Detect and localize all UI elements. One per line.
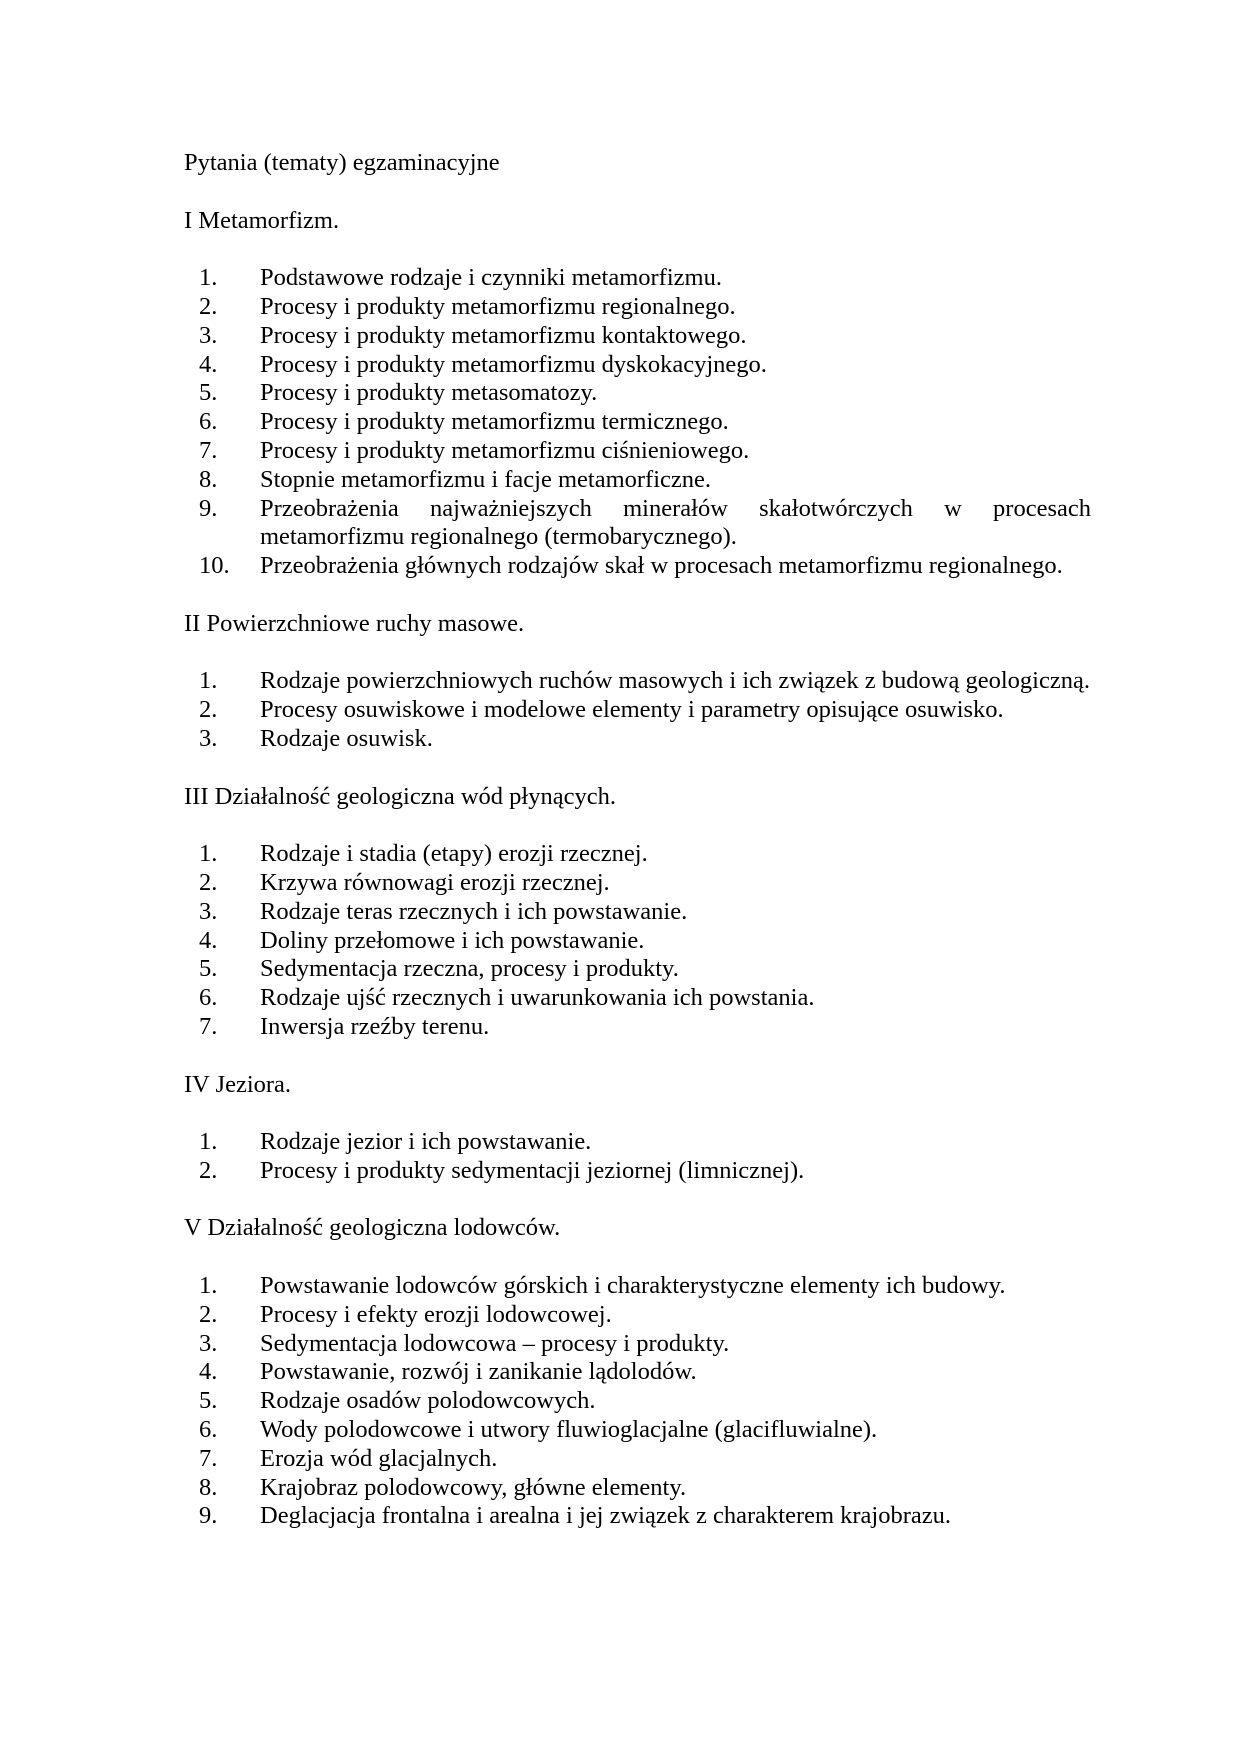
question-list [184,1128,1091,1186]
list-item [184,725,1091,754]
list-item-text: Rodzaje i stadia (etapy) erozji rzecznej. [260,840,648,868]
list-item-text: Krajobraz polodowcowy, główne elementy. [260,1473,687,1501]
list-item-text: Doliny przełomowe i ich powstawanie. [260,926,645,954]
list-item-number: 7. [199,1444,218,1472]
list-item [184,351,1091,380]
list-item-number: 6. [199,984,218,1012]
list-item [184,466,1091,495]
list-item-number: 1. [199,840,218,868]
list-item-number: 1. [199,264,218,292]
list-item-text: Rodzaje jezior i ich powstawanie. [260,1128,592,1156]
list-item-text: Krzywa równowagi erozji rzecznej. [260,868,610,896]
list-item-text: Sedymentacja rzeczna, procesy i produkty. [260,955,679,983]
list-item [184,379,1091,408]
list-item [184,1474,1091,1503]
list-item-text: Rodzaje osuwisk. [260,724,433,752]
list-item-number: 2. [199,1300,218,1328]
section-heading: III Działalność geologiczna wód płynących. [184,782,616,810]
list-item-number: 3. [199,724,218,752]
list-item-number: 4. [199,350,218,378]
list-item [184,293,1091,322]
list-item [184,696,1091,725]
list-item [184,495,1091,553]
list-item-text: Stopnie metamorfizmu i facje metamorficzne. [260,465,712,493]
list-item [184,1445,1091,1474]
list-item-number: 3. [199,1329,218,1357]
question-list [184,1272,1091,1531]
list-item [184,1272,1091,1301]
list-item [184,1157,1091,1186]
list-item-number: 9. [199,494,218,522]
list-item-text: Erozja wód glacjalnych. [260,1444,498,1472]
list-item-number: 4. [199,926,218,954]
list-item [184,840,1091,869]
list-item-text: Procesy i produkty metasomatozy. [260,379,598,407]
list-item-number: 2. [199,696,218,724]
list-item-number: 5. [199,955,218,983]
list-item [184,955,1091,984]
list-item-text: Przeobrażenia najważniejszych minerałów skałotwórczych w procesach metamorfizmu regionalnego (termobarycznego). [260,494,1091,551]
list-item [184,984,1091,1013]
list-item [184,1387,1091,1416]
list-item-text: Deglacjacja frontalna i arealna i jej związek z charakterem krajobrazu. [260,1502,952,1530]
question-list [184,667,1091,753]
list-item-text: Procesy i produkty sedymentacji jeziornej (limnicznej). [260,1156,805,1184]
section-heading: I Metamorfizm. [184,206,340,234]
list-item-text: Procesy i produkty metamorfizmu termicznego. [260,408,729,436]
list-item [184,1013,1091,1042]
list-item-text: Procesy i efekty erozji lodowcowej. [260,1300,612,1328]
list-item [184,927,1091,956]
list-item-number: 6. [199,408,218,436]
section-heading: IV Jeziora. [184,1070,292,1098]
list-item-text: Procesy i produkty metamorfizmu regionalnego. [260,292,736,320]
list-item-number: 7. [199,436,218,464]
list-item-text: Powstawanie, rozwój i zanikanie lądolodów. [260,1358,697,1386]
list-item-number: 1. [199,1272,218,1300]
list-item [184,552,1091,581]
list-item [184,1502,1091,1531]
question-list [184,264,1091,581]
list-item-number: 5. [199,1387,218,1415]
list-item-text: Rodzaje osadów polodowcowych. [260,1387,596,1415]
list-item [184,667,1091,696]
section-heading: II Powierzchniowe ruchy masowe. [184,609,525,637]
list-item-number: 2. [199,868,218,896]
list-item-text: Przeobrażenia głównych rodzajów skał w procesach metamorfizmu regionalnego. [260,552,1063,580]
list-item-text: Inwersja rzeźby terenu. [260,1012,490,1040]
list-item [184,437,1091,466]
list-item-number: 5. [199,379,218,407]
list-item-text: Procesy i produkty metamorfizmu ciśnieniowego. [260,436,750,464]
list-item [184,1301,1091,1330]
list-item-text: Sedymentacja lodowcowa – procesy i produkty. [260,1329,730,1357]
list-item-number: 9. [199,1502,218,1530]
list-item-text: Rodzaje ujść rzecznych i uwarunkowania ich powstania. [260,984,815,1012]
document-title: Pytania (tematy) egzaminacyjne [184,149,500,176]
list-item-text: Podstawowe rodzaje i czynniki metamorfizmu. [260,264,722,292]
list-item-number: 3. [199,897,218,925]
list-item [184,1128,1091,1157]
list-item [184,322,1091,351]
document-page [184,149,1091,1560]
list-item-number: 2. [199,1156,218,1184]
list-item-number: 3. [199,321,218,349]
list-item-number: 1. [199,1128,218,1156]
list-item [184,1358,1091,1387]
sections [184,207,1091,1532]
section-heading: V Działalność geologiczna lodowców. [184,1214,561,1242]
list-item-text: Procesy osuwiskowe i modelowe elementy i parametry opisujące osuwisko. [260,696,1004,724]
list-item [184,1330,1091,1359]
list-item-text: Procesy i produkty metamorfizmu dyskokacyjnego. [260,350,767,378]
list-item-text: Rodzaje powierzchniowych ruchów masowych i ich związek z budową geologiczną. [260,667,1090,695]
list-item-number: 8. [199,1473,218,1501]
list-item-number: 1. [199,667,218,695]
list-item-text: Procesy i produkty metamorfizmu kontaktowego. [260,321,747,349]
list-item [184,869,1091,898]
list-item [184,408,1091,437]
list-item-text: Wody polodowcowe i utwory fluwioglacjalne (glacifluwialne). [260,1416,878,1444]
list-item [184,1416,1091,1445]
list-item-number: 7. [199,1012,218,1040]
list-item-number: 6. [199,1416,218,1444]
list-item [184,898,1091,927]
list-item-number: 4. [199,1358,218,1386]
list-item-number: 8. [199,465,218,493]
list-item-number: 10. [199,552,230,580]
list-item-number: 2. [199,292,218,320]
list-item [184,264,1091,293]
list-item-text: Powstawanie lodowców górskich i charakterystyczne elementy ich budowy. [260,1272,1006,1300]
question-list [184,840,1091,1042]
list-item-text: Rodzaje teras rzecznych i ich powstawanie. [260,897,688,925]
